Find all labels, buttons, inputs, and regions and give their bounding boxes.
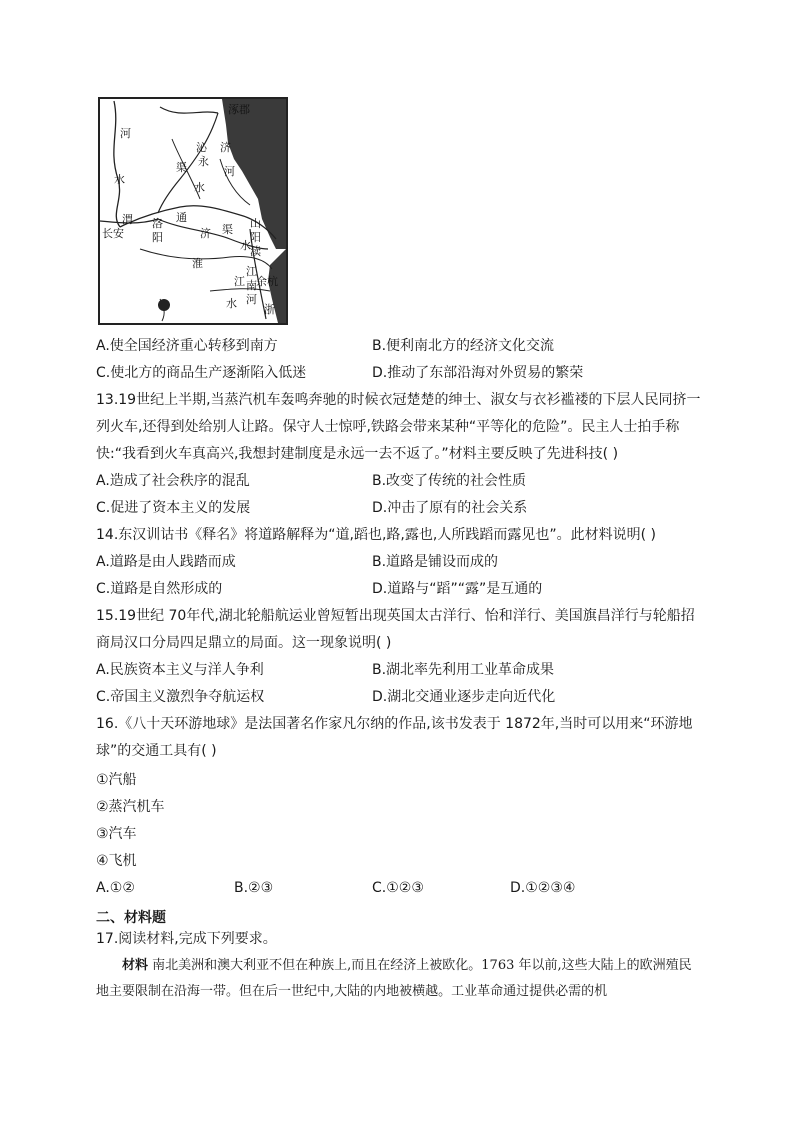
q12-option-b: B.便利南北方的经济文化交流	[372, 338, 555, 354]
label-yuhang: 余杭	[256, 275, 278, 288]
q17-material	[96, 953, 696, 1005]
label-yang: 阳	[152, 231, 163, 244]
label-wei: 渭	[122, 213, 133, 226]
label-qin: 沁	[196, 141, 207, 154]
q16-option-a: A.①②	[96, 880, 135, 896]
q16-item-2: ②蒸汽机车	[96, 799, 165, 815]
label-shan: 山	[250, 217, 261, 230]
q13-stem-line3: 快:“我看到火车真高兴,我想封建制度是永远一去不返了。”材料主要反映了先进科技( )	[96, 446, 619, 462]
q12-option-a: A.使全国经济重心转移到南方	[96, 338, 278, 354]
section-title: 二、材料题	[96, 910, 166, 926]
q16-item-3: ③汽车	[96, 826, 137, 842]
label-he: 河	[120, 127, 131, 140]
q15-stem-line1: 15.19世纪 70年代,湖北轮船航运业曾短暂出现英国太古洋行、怡和洋行、美国旗昌洋行与轮船招	[96, 608, 695, 624]
yangtze-river	[210, 289, 270, 291]
label-changan: 长安	[102, 227, 124, 240]
material-label: 材料	[122, 958, 149, 973]
label-ji2: 济	[200, 227, 211, 240]
q16-stem-line1: 16.《八十天环游地球》是法国著名作家凡尔纳的作品,该书发表于 1872年,当时可以用来“环游地	[96, 716, 693, 732]
label-he-right: 河	[224, 165, 235, 178]
q14-option-d: D.道路与“蹈”“露”是互通的	[372, 581, 543, 597]
q14-stem: 14.东汉训诂书《释名》将道路解释为“道,蹈也,路,露也,人所践蹈而露见也”。此材料说明( )	[96, 527, 656, 543]
river-north	[160, 107, 218, 113]
q15-option-c: C.帝国主义激烈争夺航运权	[96, 689, 265, 705]
q17-stem: 17.阅读材料,完成下列要求。	[96, 931, 277, 947]
q16-option-b: B.②③	[234, 880, 274, 896]
label-qu2: 渠	[222, 223, 233, 236]
label-nan: 南	[246, 279, 257, 292]
yellow-river-west	[114, 101, 120, 227]
q14-option-c: C.道路是自然形成的	[96, 581, 223, 597]
grand-canal-map	[98, 97, 288, 325]
label-yong: 永	[198, 155, 209, 168]
q12-option-d: D.推动了东部沿海对外贸易的繁荣	[372, 365, 584, 381]
label-jiang: 江	[246, 265, 257, 278]
q13-option-a: A.造成了社会秩序的混乱	[96, 473, 250, 489]
q12-option-c: C.使北方的商品生产逐渐陷入低迷	[96, 365, 307, 381]
material-text: 南北美洲和澳大利亚不但在种族上,而且在经济上被欧化。1763 年以前,这些大陆上的欧洲殖民地主要限制在沿海一带。但在后一世纪中,大陆的内地被横越。工业革命通过提供必需的机	[96, 958, 692, 999]
q16-item-4: ④飞机	[96, 853, 137, 869]
label-huai: 淮	[192, 257, 203, 270]
label-ji: 济	[220, 141, 231, 154]
q15-option-a: A.民族资本主义与洋人争利	[96, 662, 264, 678]
label-shui-yong: 水	[194, 181, 205, 194]
label-zhuojun: 涿郡	[228, 103, 250, 116]
q16-stem-line2: 球”的交通工具有( )	[96, 743, 217, 759]
q13-stem-line1: 13.19世纪上半期,当蒸汽机车轰鸣奔驰的时候衣冠楚楚的绅士、淑女与衣衫褴褛的下层人民同挤一	[96, 392, 701, 408]
label-luo: 洛	[152, 217, 163, 230]
label-jiang2: 江	[234, 275, 245, 288]
label-du: 渎	[250, 245, 261, 258]
q16-option-c: C.①②③	[372, 880, 424, 896]
label-shui-bottom: 水	[240, 239, 251, 252]
map-marker	[158, 299, 170, 311]
label-tong: 通	[176, 211, 187, 224]
q15-stem-line2: 商局汉口分局四足鼎立的局面。这一现象说明( )	[96, 635, 392, 651]
yongji-canal	[158, 113, 218, 213]
q16-option-d: D.①②③④	[510, 880, 576, 896]
q13-stem-line2: 列火车,还得到处给别人让路。保守人士惊呼,铁路会带来某种“平等化的危险”。民主人士拍手称	[96, 419, 680, 435]
q14-option-a: A.道路是由人践踏而成	[96, 554, 236, 570]
q13-option-c: C.促进了资本主义的发展	[96, 500, 251, 516]
label-zhe: 浙	[264, 303, 275, 316]
label-shui-left: 水	[114, 173, 125, 186]
label-qu: 渠	[176, 161, 187, 174]
q14-option-b: B.道路是铺设而成的	[372, 554, 499, 570]
label-shui-jiang: 水	[226, 297, 237, 310]
q15-option-b: B.湖北率先利用工业革命成果	[372, 662, 555, 678]
q13-option-b: B.改变了传统的社会性质	[372, 473, 527, 489]
label-yang2: 阳	[250, 231, 261, 244]
map-drawing	[100, 99, 286, 323]
q16-item-1: ①汽船	[96, 772, 137, 788]
q13-option-d: D.冲击了原有的社会关系	[372, 500, 528, 516]
q15-option-d: D.湖北交通业逐步走向近代化	[372, 689, 556, 705]
label-he3: 河	[246, 293, 257, 306]
